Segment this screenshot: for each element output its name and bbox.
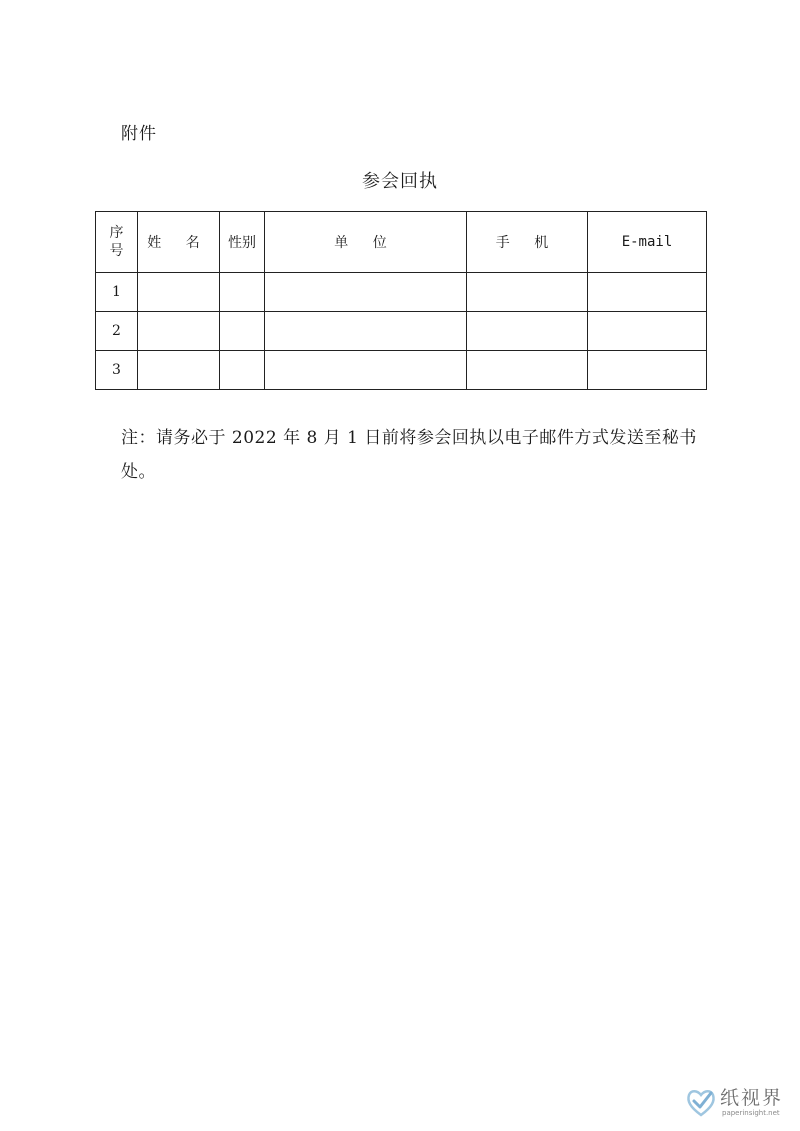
attachment-label: 附件 (121, 124, 157, 144)
table-row (96, 351, 707, 390)
cell-name[interactable] (138, 351, 220, 390)
header-gender-label: 性别 (228, 235, 256, 251)
paperinsight-logo-icon (684, 1085, 718, 1119)
table-row (96, 312, 707, 351)
table-header-row (96, 212, 707, 273)
cell-gender[interactable] (220, 273, 265, 312)
watermark-url: paperinsight.net (722, 1109, 780, 1117)
header-email-label: E-mail (621, 234, 673, 250)
watermark-brand: 纸视界 (720, 1087, 784, 1109)
cell-seq: 2 (96, 312, 138, 351)
cell-unit[interactable] (265, 351, 467, 390)
cell-email[interactable] (588, 351, 707, 390)
header-gender (220, 212, 265, 273)
cell-gender[interactable] (220, 351, 265, 390)
header-phone (467, 212, 588, 273)
submission-note: 注：请务必于 2022 年 8 月 1 日前将参会回执以电子邮件方式发送至秘书处。 (121, 428, 697, 482)
table-row (96, 273, 707, 312)
cell-unit[interactable] (265, 273, 467, 312)
watermark (684, 1081, 794, 1125)
header-email (588, 212, 707, 273)
cell-gender[interactable] (220, 312, 265, 351)
header-seq-line1: 序 (109, 225, 124, 241)
rsvp-table (95, 211, 707, 390)
header-phone-label: 手 机 (495, 235, 559, 251)
cell-seq: 3 (96, 351, 138, 390)
cell-phone[interactable] (467, 312, 588, 351)
cell-name[interactable] (138, 312, 220, 351)
header-unit-label: 单 位 (334, 235, 397, 251)
header-unit (265, 212, 467, 273)
header-seq-line2: 号 (109, 243, 124, 259)
cell-phone[interactable] (467, 351, 588, 390)
cell-phone[interactable] (467, 273, 588, 312)
cell-email[interactable] (588, 273, 707, 312)
cell-unit[interactable] (265, 312, 467, 351)
cell-seq: 1 (96, 273, 138, 312)
form-title: 参会回执 (362, 171, 438, 192)
cell-name[interactable] (138, 273, 220, 312)
header-name-label: 姓 名 (147, 235, 210, 251)
cell-email[interactable] (588, 312, 707, 351)
header-seq (96, 212, 138, 273)
header-name (138, 212, 220, 273)
